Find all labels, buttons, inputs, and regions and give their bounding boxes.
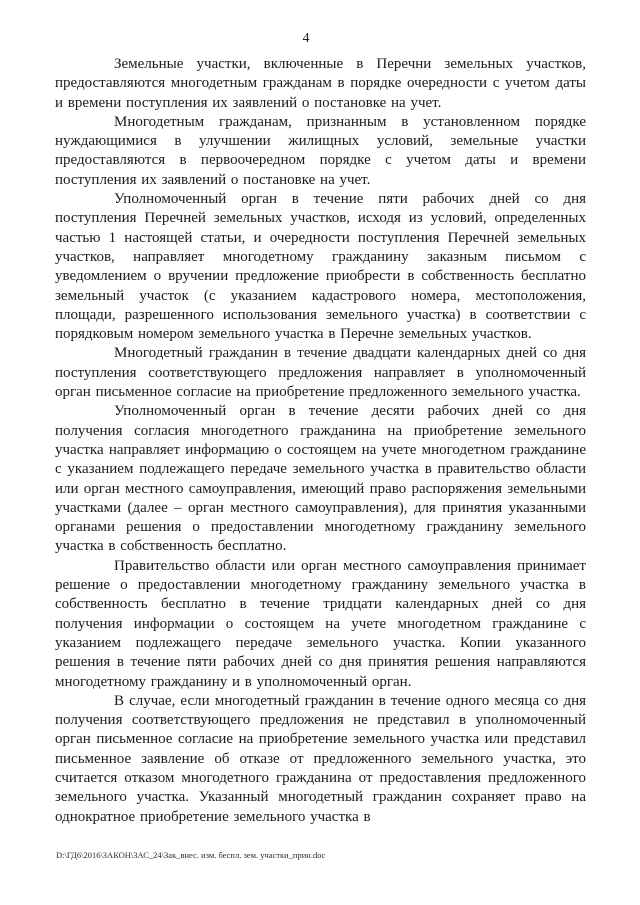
- document-body: [55, 55, 586, 827]
- paragraph-citizen-consent: Многодетный гражданин в течение двадцати календарных дней со дня поступления соответствующего предложения направляет в уполномоченный орган письменное согласие на приобретение предложенного земельного участка.: [55, 345, 586, 401]
- paragraph-authority-offer: Уполномоченный орган в течение пяти рабочих дней со дня поступления Перечней земельных участков, исходя из условий, определенных частью 1 настоящей статьи, и очередности поступления Перечней земельных участков, направляет многодетному гражданину заказным письмом с уведомлением о вручении предложение приобрести в собственность бесплатно земельный участок (с указанием кадастрового номера, местоположения, площади, разрешенного использования земельного участка) в соответствии с порядковым номером земельного участка в Перечне земельных участков.: [55, 191, 586, 343]
- paragraph-refusal-case: В случае, если многодетный гражданин в течение одного месяца со дня получения соответствующего предложения не представил в уполномоченный орган письменное согласие на приобретение земельного участка или представил письменное заявление об отказе от предложенного земельного участка, это считается отказом многодетного гражданина от предоставления предложенного земельного участка. Указанный многодетный гражданин сохраняет право на однократное приобретение земельного участка в: [55, 692, 586, 825]
- paragraph-government-decision: Правительство области или орган местного самоуправления принимает решение о предоставлении многодетному гражданину земельного участка в собственность бесплатно в течение тридцати календарных дней со дня получения информации о состоящем на учете многодетном гражданине с указанием подлежащего передаче земельного участка. Копии указанного решения в течение пяти рабочих дней со дня принятия решения направляются многодетному гражданину и в уполномоченный орган.: [55, 557, 586, 690]
- page-number: 4: [302, 31, 310, 46]
- footer-file-path: D:\ГД6\2016\ЗАКОН\ЗАС_24\Зак_внес. изм. беспл. зем. участки_прин.doc: [56, 850, 326, 860]
- paragraph-land-plot-queue: Земельные участки, включенные в Перечни земельных участков, предоставляются многодетным гражданам в порядке очередности с учетом даты и времени поступления их заявлений о постановке на учет.: [55, 56, 586, 111]
- paragraph-authority-information: Уполномоченный орган в течение десяти рабочих дней со дня получения согласия многодетного гражданина на приобретение земельного участка направляет информацию о состоящем на учете многодетном гражданине с указанием подлежащего передаче земельного участка в правительство области или орган местного самоуправления, имеющий право распоряжения земельными участками (далее – орган местного самоуправления), для принятия указанными органами решения о предоставлении многодетному гражданину земельного участка в собственность бесплатно.: [55, 403, 586, 555]
- paragraph-priority-housing: Многодетным гражданам, признанным в установленном порядке нуждающимися в улучшении жилищных условий, земельные участки предоставляются в первоочередном порядке с учетом даты и времени поступления их заявлений о постановке на учет.: [55, 113, 586, 188]
